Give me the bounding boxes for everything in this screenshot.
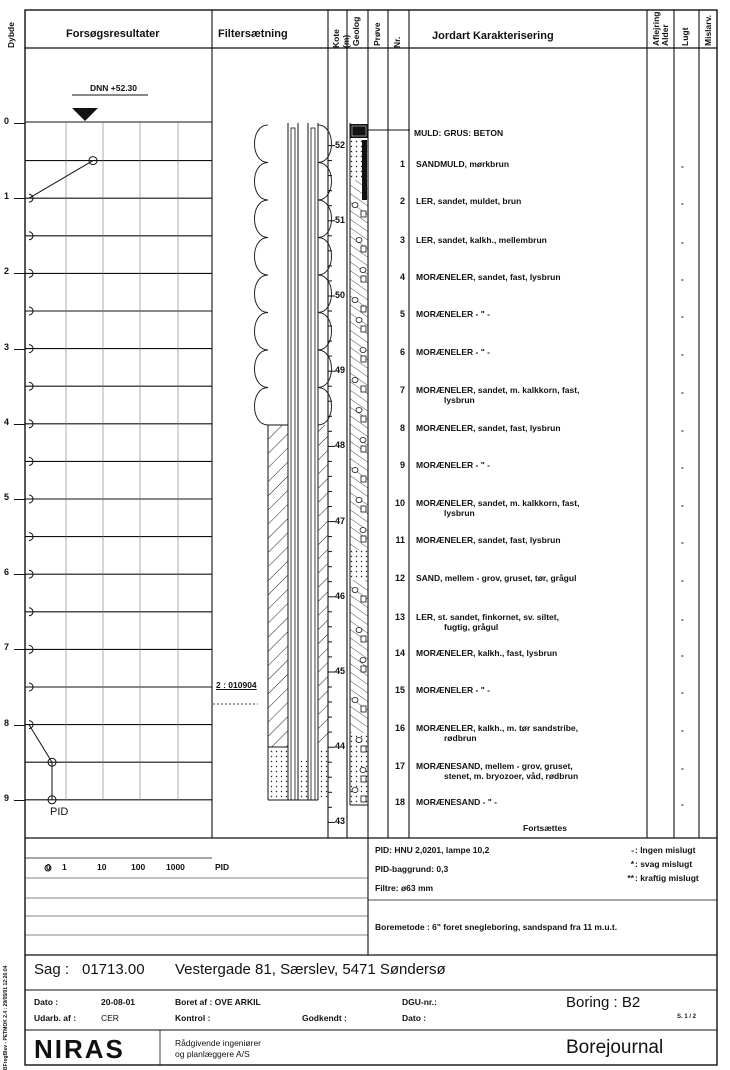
kote-tick-label: 47	[335, 516, 346, 526]
stone-mark	[352, 788, 358, 793]
kontrol-label: Kontrol :	[175, 1013, 211, 1023]
sample-description: LER, st. sandet, finkornet, sv. siltet,	[416, 612, 559, 622]
sample-number: 14	[394, 648, 405, 658]
pid-note: PID: HNU 2,0201, lampe 10,2	[375, 845, 490, 855]
stone-mark	[356, 738, 362, 743]
pid-label: PID	[50, 806, 69, 818]
stone-mark	[360, 768, 366, 773]
stone-mark	[352, 698, 358, 703]
odour-mark: -	[681, 537, 684, 547]
sample-description: MORÆNELER - " -	[416, 460, 490, 470]
legend-text: : svag mislugt	[635, 859, 693, 869]
stone-block	[361, 796, 366, 802]
legend-text: : kraftig mislugt	[635, 873, 699, 883]
sample-description-cont: lysbrun	[444, 395, 475, 405]
kote-tick-label: 51	[335, 215, 346, 225]
sample-description: MORÆNELER, kalkh., fast, lysbrun	[416, 648, 558, 658]
filter-column-header: Filtersætning	[218, 28, 288, 40]
sample-number: 8	[399, 423, 405, 433]
odour-mark: -	[681, 500, 684, 510]
stone-block	[361, 211, 366, 217]
odour-mark: -	[681, 763, 684, 773]
stone-block	[361, 476, 366, 482]
stone-mark	[360, 268, 366, 273]
filter-label: 2 : 010904	[216, 680, 257, 690]
depth-tick-mark	[14, 198, 25, 199]
sample-description: MORÆNELER - " -	[416, 347, 490, 357]
sample-description-cont: fugtig, grågul	[444, 622, 499, 632]
pid-scale-label: 1	[62, 862, 67, 872]
legend-symbol: *	[630, 859, 634, 869]
depth-tick-mark	[14, 649, 25, 650]
stone-block	[361, 326, 366, 332]
depth-tick-mark	[14, 424, 25, 425]
pid-scale-label: 100	[131, 862, 146, 872]
depth-tick-label: 6	[4, 567, 10, 577]
stone-mark	[352, 588, 358, 593]
dnn-label: DNN +52.30	[90, 83, 138, 93]
depth-tick-label: 2	[4, 266, 10, 276]
sample-description: MORÆNELER, kalkh., m. tør sandstribe,	[416, 723, 579, 733]
pid-scale-unit: PID	[215, 862, 230, 872]
sample-number: 4	[399, 272, 405, 282]
stone-block	[361, 746, 366, 752]
odour-mark: -	[681, 425, 684, 435]
stone-block	[361, 666, 366, 672]
udarb-label: Udarb. af :	[34, 1013, 77, 1023]
stone-block	[361, 386, 366, 392]
sample-number: 10	[394, 498, 405, 508]
jordart-column-header: Jordart Karakterisering	[432, 30, 554, 42]
stone-block	[361, 416, 366, 422]
sag-number: 01713.00	[82, 961, 145, 978]
sample-number: 13	[394, 612, 405, 622]
sample-description-cont: rødbrun	[444, 733, 477, 743]
stone-block	[361, 506, 366, 512]
sample-description: LER, sandet, kalkh., mellembrun	[416, 235, 547, 245]
dato-value: 20-08-01	[101, 997, 136, 1007]
godkendt-label: Godkendt :	[302, 1013, 347, 1023]
udarb-value: CER	[101, 1013, 119, 1023]
pid-baggrund-note: PID-baggrund: 0,3	[375, 864, 449, 874]
stone-block	[361, 596, 366, 602]
kote-tick-label: 48	[335, 440, 346, 450]
stone-block	[361, 636, 366, 642]
odour-mark: -	[681, 725, 684, 735]
stone-block	[361, 246, 366, 252]
lugt-column-header: Lugt	[680, 27, 690, 46]
boring-id: Boring : B2	[566, 994, 641, 1011]
fortsaettes-label: Fortsættes	[523, 823, 567, 833]
depth-tick-label: 8	[4, 718, 10, 728]
kote-column-header: Kote (m)	[331, 29, 351, 48]
sample-description: MORÆNELER - " -	[416, 685, 490, 695]
odour-mark: -	[681, 349, 684, 359]
kote-tick-label: 43	[335, 816, 346, 826]
sample-number: 18	[394, 797, 405, 807]
results-column-header: Forsøgsresultater	[66, 28, 160, 40]
depth-tick-mark	[14, 725, 25, 726]
odour-mark: -	[681, 687, 684, 697]
aflejring-column-header: Aflejring	[651, 11, 661, 46]
sample-number: 7	[399, 385, 405, 395]
page-number: S. 1 / 2	[677, 1014, 697, 1020]
sample-number: 5	[399, 309, 405, 319]
legend-symbol: -	[631, 845, 634, 855]
odour-mark: -	[681, 462, 684, 472]
stone-mark	[360, 528, 366, 533]
site-address: Vestergade 81, Særslev, 5471 Søndersø	[175, 961, 446, 978]
stone-block	[361, 356, 366, 362]
pid-line	[29, 725, 52, 763]
company-line-1: Rådgivende ingeniører	[175, 1038, 261, 1048]
side-stamp: BFregBlev - PETMOK 2.4 : 29/05/01 12:26:04	[3, 965, 9, 1070]
depth-tick-label: 1	[4, 191, 10, 201]
pid-scale-label: 1000	[166, 862, 185, 872]
sample-description: MORÆNESAND, mellem - grov, gruset,	[416, 761, 573, 771]
sample-description: MORÆNELER - " -	[416, 309, 490, 319]
stone-block	[361, 706, 366, 712]
depth-tick-mark	[14, 499, 25, 500]
mislarv-column-header: Mislarv.	[703, 14, 713, 46]
depth-tick-label: 4	[4, 417, 10, 427]
stone-block	[361, 776, 366, 782]
depth-tick-label: 0	[4, 116, 10, 126]
stone-mark	[352, 468, 358, 473]
odour-mark: -	[681, 387, 684, 397]
pid-scale-label: 0	[46, 862, 51, 872]
stone-mark	[356, 408, 362, 413]
odour-mark: -	[681, 237, 684, 247]
stone-block	[361, 446, 366, 452]
document-type: Borejournal	[566, 1037, 664, 1058]
dgu-nr: DGU-nr.:	[402, 997, 437, 1007]
depth-tick-mark	[14, 349, 25, 350]
dato2-label: Dato :	[402, 1013, 427, 1023]
dato-label: Dato :	[34, 997, 59, 1007]
odour-mark: -	[681, 650, 684, 660]
depth-tick-label: 9	[4, 793, 10, 803]
kote-tick-label: 52	[335, 140, 346, 150]
odour-mark: -	[681, 575, 684, 585]
sample-number: 17	[394, 761, 405, 771]
kote-tick-label: 44	[335, 741, 346, 751]
depth-column-header: Dybde	[6, 22, 16, 48]
sample-description: LER, sandet, muldet, brun	[416, 196, 522, 206]
kote-tick-label: 50	[335, 290, 346, 300]
kote-tick-label: 45	[335, 666, 346, 676]
sample-description: MORÆNELER, sandet, m. kalkkorn, fast,	[416, 385, 580, 395]
stone-mark	[352, 378, 358, 383]
pid-scale-label: 10	[97, 862, 107, 872]
stone-block	[361, 306, 366, 312]
sample-number: 6	[399, 347, 405, 357]
odour-mark: -	[681, 161, 684, 171]
sag-label: Sag :	[34, 961, 70, 978]
company-line-2: og planlæggere A/S	[175, 1049, 250, 1059]
sample-number: 11	[395, 535, 405, 545]
stone-mark	[360, 438, 366, 443]
depth-tick-mark	[14, 123, 25, 124]
odour-mark: -	[681, 799, 684, 809]
sample-description: SANDMULD, mørkbrun	[416, 159, 510, 169]
depth-tick-label: 3	[4, 342, 10, 352]
depth-tick-mark	[14, 574, 25, 575]
depth-tick-label: 7	[4, 642, 10, 652]
stone-mark	[356, 238, 362, 243]
pid-line	[29, 161, 93, 199]
odour-mark: -	[681, 311, 684, 321]
sample-number: 15	[394, 685, 405, 695]
stone-mark	[356, 498, 362, 503]
sample-description: SAND, mellem - grov, gruset, tør, grågul	[416, 573, 577, 583]
sample-number: 9	[399, 460, 405, 470]
stone-mark	[356, 628, 362, 633]
stone-block	[361, 536, 366, 542]
geolog-column-header: Geolog	[351, 16, 361, 46]
legend-text: : Ingen mislugt	[635, 845, 696, 855]
boremetode-note: Boremetode : 6" foret snegleboring, sandspand fra 11 m.u.t.	[375, 922, 618, 932]
stone-mark	[360, 348, 366, 353]
sample-number: 16	[394, 723, 405, 733]
sample-description: MORÆNELER, sandet, fast, lysbrun	[416, 423, 561, 433]
sample-number: 12	[394, 573, 405, 583]
odour-mark: -	[681, 614, 684, 624]
sample-number: 1	[399, 159, 405, 169]
odour-mark: -	[681, 198, 684, 208]
sample-description: MORÆNESAND - " -	[416, 797, 497, 807]
stone-mark	[360, 658, 366, 663]
depth-tick-mark	[14, 800, 25, 801]
sample-number: 2	[399, 196, 405, 206]
alder-column-header: Alder	[660, 24, 670, 46]
sample-description: MORÆNELER, sandet, fast, lysbrun	[416, 272, 561, 282]
depth-tick-label: 5	[4, 492, 10, 502]
stone-block	[361, 276, 366, 282]
legend-symbol: **	[627, 873, 634, 883]
nr-column-header: Nr.	[392, 36, 402, 48]
stone-mark	[352, 298, 358, 303]
niras-logo: NIRAS	[34, 1034, 125, 1064]
proeve-column-header: Prøve	[372, 22, 382, 46]
muld-label: MULD: GRUS: BETON	[414, 128, 504, 138]
depth-tick-mark	[14, 273, 25, 274]
sample-description-cont: lysbrun	[444, 508, 475, 518]
kote-tick-label: 49	[335, 365, 346, 375]
kote-tick-label: 46	[335, 591, 346, 601]
filtre-note: Filtre: ø63 mm	[375, 883, 434, 893]
stone-mark	[356, 318, 362, 323]
boret-af: Boret af : OVE ARKIL	[175, 997, 261, 1007]
stone-mark	[352, 203, 358, 208]
odour-mark: -	[681, 274, 684, 284]
sample-number: 3	[399, 235, 405, 245]
sample-description-cont: stenet, m. bryozoer, våd, rødbrun	[444, 771, 579, 781]
sample-description: MORÆNELER, sandet, m. kalkkorn, fast,	[416, 498, 580, 508]
sample-description: MORÆNELER, sandet, fast, lysbrun	[416, 535, 561, 545]
